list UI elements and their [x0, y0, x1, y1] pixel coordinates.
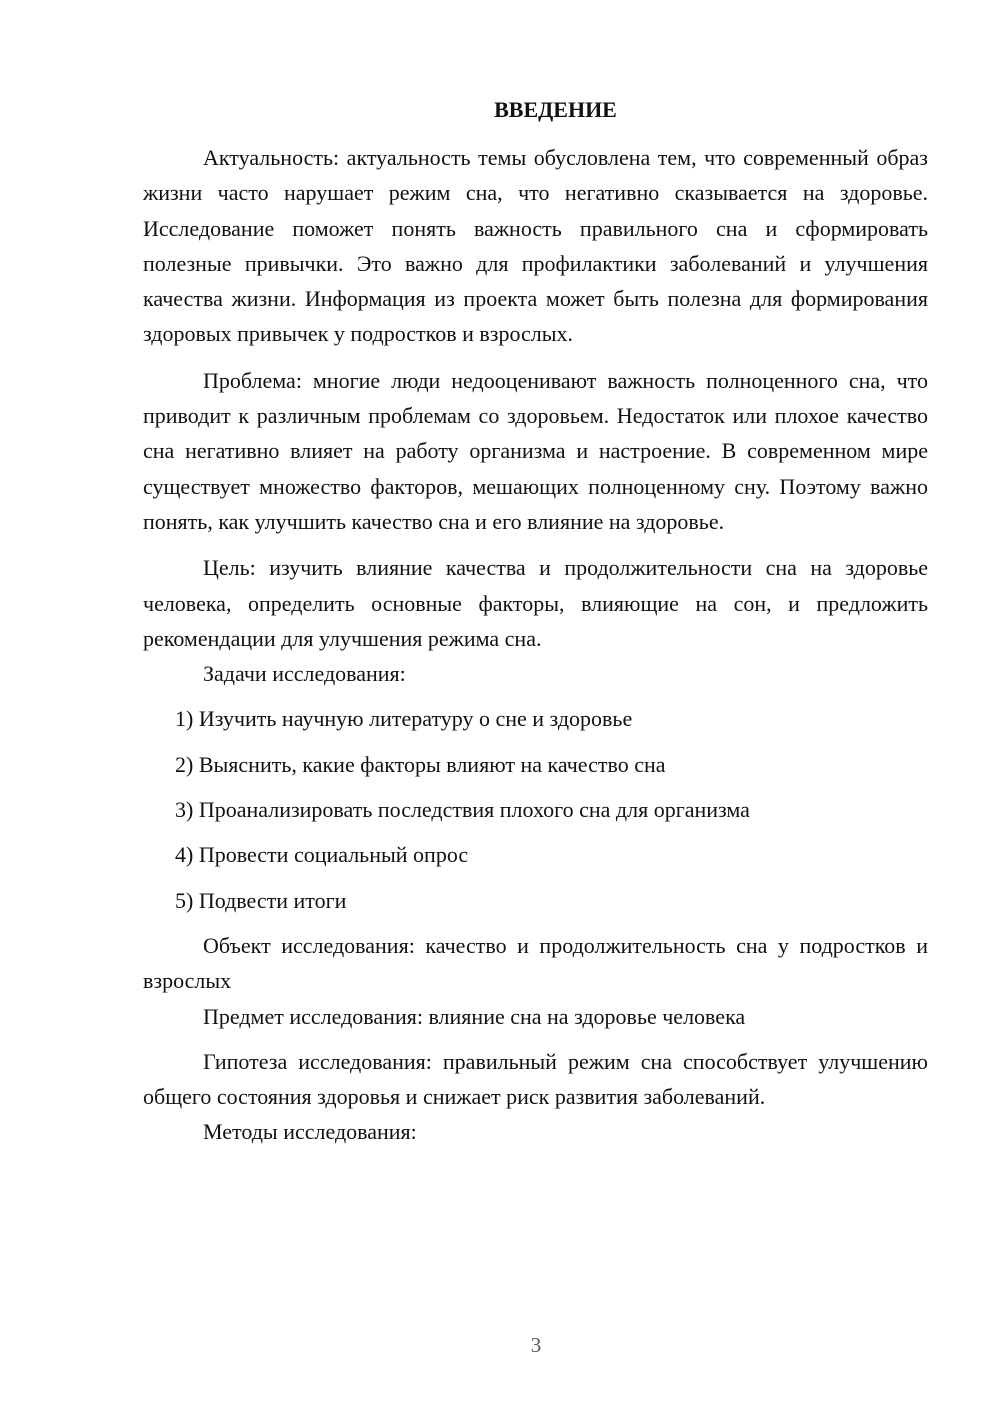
paragraph-goal: Цель: изучить влияние качества и продолжительности сна на здоровье человека, определить основные факторы, влияющие на сон, и предложить рекомендации для улучшения режима сна.: [143, 555, 928, 651]
list-item: 2) Выяснить, какие факторы влияют на качество сна: [175, 751, 666, 777]
tasks-title: Задачи исследования:: [203, 661, 406, 687]
tasks-list: [143, 701, 928, 917]
list-item: 4) Провести социальный опрос: [175, 842, 469, 868]
paragraph-subject: Предмет исследования: влияние сна на здоровье человека: [203, 1003, 746, 1029]
paragraph-problem: Проблема: многие люди недооценивают важность полноценного сна, что приводит к различным проблемам со здоровьем. Недостаток или плохое качество сна негативно влияет на работу организма и настроение. В современном мире существует множество факторов, мешающих полноценному сну. Поэтому важно понять, как улучшить качество сна и его влияние на здоровье.: [143, 367, 928, 534]
methods-title: Методы исследования:: [203, 1119, 417, 1145]
page-title: ВВЕДЕНИЕ: [494, 97, 617, 122]
page-number: 3: [530, 1333, 542, 1357]
list-item: 5) Подвести итоги: [175, 887, 347, 913]
list-item: 3) Проанализировать последствия плохого сна для организма: [175, 797, 750, 823]
paragraph-object: Объект исследования: качество и продолжительность сна у подростков и взрослых: [143, 932, 928, 994]
paragraph-relevance: Актуальность: актуальность темы обусловлена тем, что современный образ жизни часто нарушает режим сна, что негативно сказывается на здоровье. Исследование поможет понять важность правильного сна и сформировать полезные привычки. Это важно для профилактики заболеваний и улучшения качества жизни. Информация из проекта может быть полезна для формирования здоровых привычек у подростков и взрослых.: [143, 145, 928, 347]
list-item: 1) Изучить научную литературу о сне и здоровье: [175, 706, 633, 732]
paragraph-hypothesis: Гипотеза исследования: правильный режим сна способствует улучшению общего состояния здоровья и снижает риск развития заболеваний.: [143, 1048, 928, 1110]
page-content: [143, 92, 928, 1150]
